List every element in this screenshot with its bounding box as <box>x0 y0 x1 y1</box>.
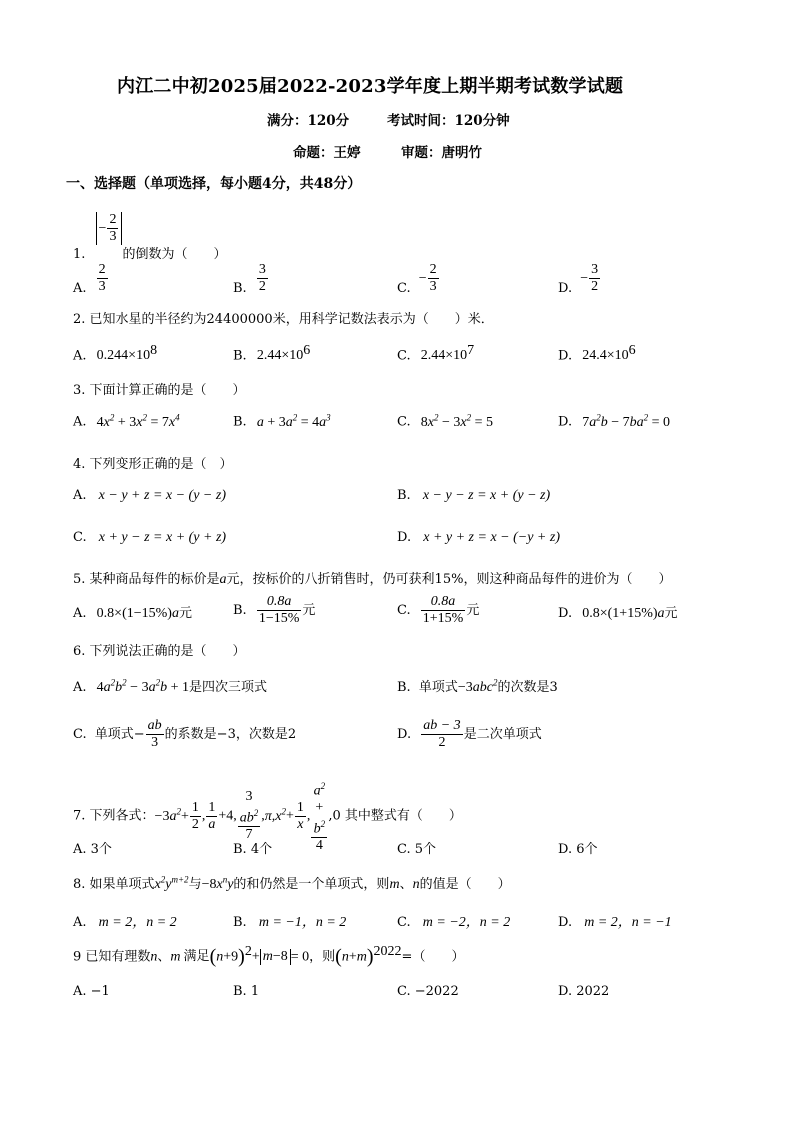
option-a: A. x − y + z = x − (y − z) <box>73 488 226 503</box>
question-8: 8. 如果单项式$x^2y^{m+2}$与$-8x^ny$的和仍然是一个单项式，则m、n的值是（ ） <box>73 874 511 892</box>
option-d: D. $7a^2b - 7ba^2 = 0$ <box>558 412 671 430</box>
option-d: D. 2022 <box>558 984 610 999</box>
question-4: 4. 下列变形正确的是（ ） <box>73 457 233 472</box>
option-a: A. 3个 <box>73 842 112 857</box>
option-d: D. 6个 <box>558 842 598 857</box>
section-heading: 一、选择题（单项选择，每小题4分，共48分） <box>66 176 362 192</box>
question-5: 5. 某种商品每件的标价是a元，按标价的八折销售时，仍可获利15%，则这种商品每件的进价为（ ） <box>73 572 672 587</box>
question-7: 7. 下列各式：$-3a^2+$ $\frac{1}{2}$ , $\frac{1}{a}$ +4, 3 $ab^2$ 7 $,\pi,x^2+$ $\frac{1}{x}$ , $a^2$ + $b^2$ 4 ,0 其中整式有（ ） <box>73 778 462 854</box>
option-d: D. 0.8×(1+15%)a元 <box>558 606 678 621</box>
option-b: B. $2.44\times 10^6$ <box>233 343 311 364</box>
question-6: 6. 下列说法正确的是（ ） <box>73 644 246 659</box>
option-c: C. 5个 <box>397 842 437 857</box>
option-d: D. $24.4\times 10^6$ <box>558 343 636 364</box>
option-a: A. $\frac{2}{3}$ <box>73 262 106 296</box>
option-a: A. m = 2，n = 2 <box>73 915 177 930</box>
reviewer: 审题：唐明竹 <box>401 145 482 161</box>
question-2: 2. 已知水星的半径约为24400000米，用科学记数法表示为（ ）米． <box>73 312 494 327</box>
author: 命题：王婷 <box>293 145 361 161</box>
option-c: C. −2022 <box>397 984 459 999</box>
option-a: A. $4x^2 + 3x^2 = 7x^4$ <box>73 412 180 430</box>
option-c: C. m = −2，n = 2 <box>397 915 511 930</box>
option-d: D. $\frac{ab - 3}{2}$ 是二次单项式 <box>397 718 542 750</box>
option-b: B. 1 <box>233 984 260 999</box>
option-a: A. $4a^2b^2 - 3a^2b + 1$是四次三项式 <box>73 677 267 695</box>
option-c: C. 单项式− $\frac{ab}{3}$ 的系数是−3，次数是2 <box>73 718 297 750</box>
option-b: B. m = −1，n = 2 <box>233 915 347 930</box>
exam-time: 考试时间：120分钟 <box>387 113 510 129</box>
question-number: 1. <box>73 247 86 262</box>
option-a: A. −1 <box>73 984 110 999</box>
question-1 <box>73 202 227 262</box>
question-text: 的倒数为（ ） <box>122 247 227 262</box>
option-b: B. $a + 3a^2 = 4a^3$ <box>233 412 331 430</box>
page-title: 内江二中初2025届2022-2023学年度上期半期考试数学试题 <box>117 76 624 97</box>
option-a: A. 0.8×(1−15%)a元 <box>73 606 192 621</box>
abs-value: − $\frac{2}{3}$ <box>96 212 123 245</box>
option-c: C. $8x^2 - 3x^2 = 5$ <box>397 412 494 430</box>
option-b: B. $\frac{0.8a}{1-15\%}$ 元 <box>233 594 316 626</box>
question-3: 3. 下面计算正确的是（ ） <box>73 383 246 398</box>
option-d: D. x + y + z = x − (−y + z) <box>397 530 560 545</box>
option-d: D. m = 2，n = −1 <box>558 915 672 930</box>
option-b: B. 单项式−3abc$^2$的次数是3 <box>397 677 558 695</box>
option-a: A. $0.244\times 10^8$ <box>73 343 158 364</box>
option-c: C. $\frac{0.8a}{1+15\%}$ 元 <box>397 594 480 626</box>
option-c: C. x + y − z = x + (y + z) <box>73 530 227 545</box>
option-b: B. x − y − z = x + (y − z) <box>397 488 551 503</box>
option-b: B. 4个 <box>233 842 273 857</box>
option-c: C. $2.44\times 10^7$ <box>397 343 475 364</box>
option-b: B. $\frac{3}{2}$ <box>233 262 266 296</box>
question-9: 9 已知有理数n、m 满足$(n+9)^2+ m-8 = 0$，则$(n+m)^{2022}=$（ ） <box>73 944 465 968</box>
option-c: C. − $\frac{2}{3}$ <box>397 262 437 296</box>
full-score: 满分：120分 <box>267 113 350 129</box>
option-d: D. − $\frac{3}{2}$ <box>558 262 599 296</box>
